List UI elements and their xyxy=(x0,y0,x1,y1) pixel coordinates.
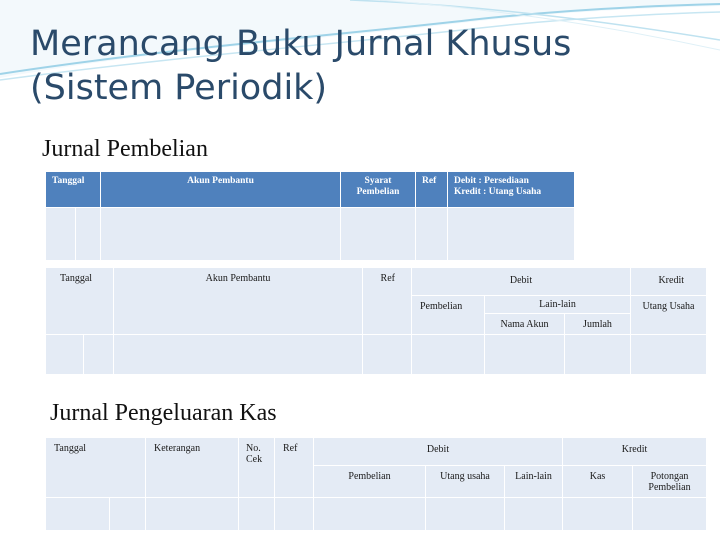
header-tanggal: Tanggal xyxy=(46,172,100,207)
body-cell xyxy=(84,335,113,374)
header-kas: Kas xyxy=(563,466,632,497)
purchase-journal-table-1 xyxy=(46,172,574,260)
cash-disbursement-journal-heading: Jurnal Pengeluaran Kas xyxy=(50,400,277,426)
header-ref: Ref xyxy=(363,268,411,334)
header-lain-lain: Lain-lain xyxy=(485,296,630,313)
title-line-1: Merancang Buku Jurnal Khusus xyxy=(30,24,572,64)
potongan-line-1: Potongan xyxy=(650,471,689,482)
body-cell xyxy=(426,498,504,530)
header-pembelian: Pembelian xyxy=(314,466,425,497)
body-cell xyxy=(110,498,145,530)
header-akun-pembantu: Akun Pembantu xyxy=(114,268,362,334)
header-potongan-pembelian xyxy=(633,466,706,497)
header-utang-usaha: Utang Usaha xyxy=(631,296,706,334)
body-cell xyxy=(341,208,415,260)
page-title xyxy=(30,22,571,110)
header-keterangan: Keterangan xyxy=(146,438,238,497)
header-no-cek xyxy=(239,438,274,497)
body-cell xyxy=(239,498,274,530)
header-ref: Ref xyxy=(416,172,447,207)
header-tanggal: Tanggal xyxy=(46,268,113,334)
header-akun-pembantu: Akun Pembantu xyxy=(101,172,340,207)
body-cell xyxy=(46,208,75,260)
header-nama-akun: Nama Akun xyxy=(485,314,564,334)
purchase-journal-heading: Jurnal Pembelian xyxy=(42,136,208,162)
body-cell xyxy=(363,335,411,374)
header-debit: Debit xyxy=(412,268,630,295)
syarat-line-2: Pembelian xyxy=(356,187,400,197)
no-cek-line-2: Cek xyxy=(246,454,263,465)
purchase-journal-table-2 xyxy=(46,268,706,374)
body-cell xyxy=(631,335,706,374)
body-cell xyxy=(416,208,447,260)
header-kredit: Kredit xyxy=(631,268,706,295)
body-cell xyxy=(76,208,100,260)
body-cell xyxy=(448,208,574,260)
body-cell xyxy=(146,498,238,530)
body-cell xyxy=(412,335,484,374)
body-cell xyxy=(46,498,109,530)
header-tanggal: Tanggal xyxy=(46,438,145,497)
body-cell xyxy=(505,498,562,530)
header-jumlah: Jumlah xyxy=(565,314,630,334)
header-ref: Ref xyxy=(275,438,313,497)
header-kredit: Kredit xyxy=(563,438,706,465)
potongan-line-2: Pembelian xyxy=(648,482,691,493)
debit-persediaan-label: Debit : Persediaan xyxy=(454,176,529,186)
no-cek-line-1: No. xyxy=(246,443,261,454)
header-lain-lain: Lain-lain xyxy=(505,466,562,497)
body-cell xyxy=(101,208,340,260)
title-line-2: (Sistem Periodik) xyxy=(30,68,328,108)
header-syarat-pembelian xyxy=(341,172,415,207)
body-cell xyxy=(485,335,564,374)
body-cell xyxy=(114,335,362,374)
syarat-line-1: Syarat xyxy=(364,176,392,186)
body-cell xyxy=(565,335,630,374)
header-debit: Debit xyxy=(314,438,562,465)
header-debit-kredit xyxy=(448,172,574,207)
body-cell xyxy=(314,498,425,530)
body-cell xyxy=(633,498,706,530)
body-cell xyxy=(46,335,83,374)
header-pembelian: Pembelian xyxy=(412,296,484,334)
cash-disbursement-journal-table xyxy=(46,438,706,530)
body-cell xyxy=(563,498,632,530)
header-utang-usaha: Utang usaha xyxy=(426,466,504,497)
kredit-utang-usaha-label: Kredit : Utang Usaha xyxy=(454,187,542,197)
body-cell xyxy=(275,498,313,530)
